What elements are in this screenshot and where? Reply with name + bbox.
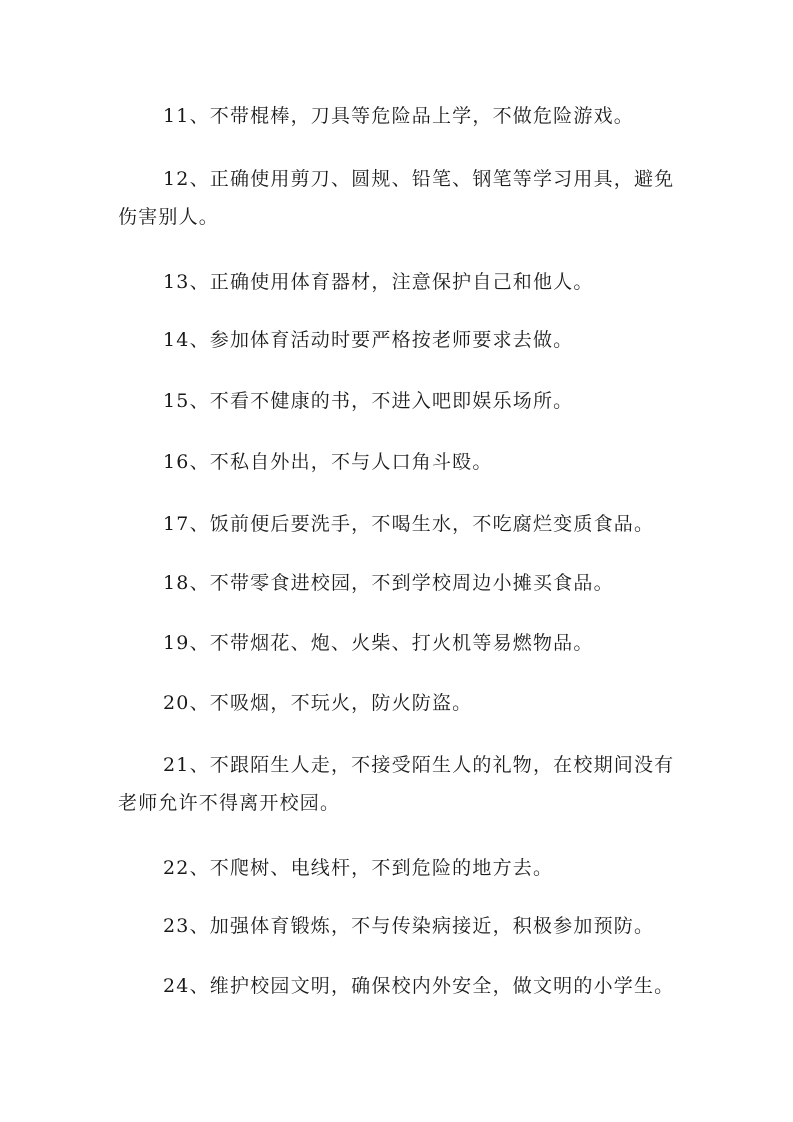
rule-item-15: 15、不看不健康的书，不进入吧即娱乐场所。 <box>163 390 574 412</box>
rule-item-19: 19、不带烟花、炮、火柴、打火机等易燃物品。 <box>163 632 594 654</box>
rule-item-21: 21、不跟陌生人走，不接受陌生人的礼物，在校期间没有老师允许不得离开校园。 <box>118 754 675 814</box>
rule-item-16: 16、不私自外出，不与人口角斗殴。 <box>163 451 493 473</box>
rule-item-23: 23、加强体育锻炼，不与传染病接近，积极参加预防。 <box>163 915 655 937</box>
rule-item-18: 18、不带零食进校园，不到学校周边小摊买食品。 <box>163 572 614 594</box>
rule-item-14: 14、参加体育活动时要严格按老师要求去做。 <box>163 329 574 351</box>
rule-item-22: 22、不爬树、电线杆，不到危险的地方去。 <box>163 857 554 879</box>
rule-item-12: 12、正确使用剪刀、圆规、铅笔、钢笔等学习用具，避免伤害别人。 <box>118 168 675 228</box>
rule-item-13: 13、正确使用体育器材，注意保护自己和他人。 <box>163 271 594 293</box>
rule-item-20: 20、不吸烟，不玩火，防火防盗。 <box>163 692 473 714</box>
rule-item-24: 24、维护校园文明，确保校内外安全，做文明的小学生。 <box>163 975 675 997</box>
rule-item-11: 11、不带棍棒，刀具等危险品上学，不做危险游戏。 <box>163 105 634 127</box>
rule-item-17: 17、饭前便后要洗手，不喝生水，不吃腐烂变质食品。 <box>163 513 655 535</box>
